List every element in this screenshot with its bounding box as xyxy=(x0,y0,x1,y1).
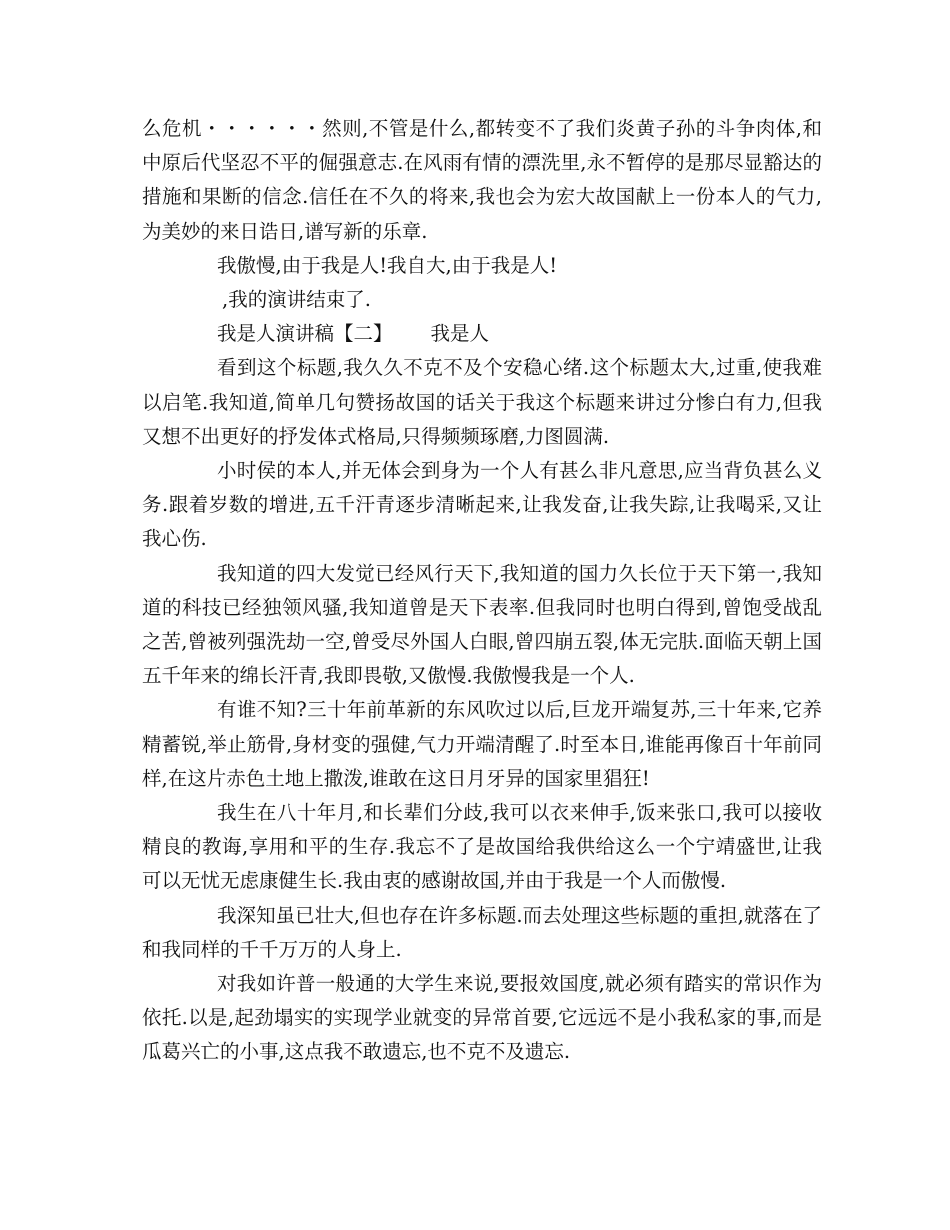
paragraph: 我深知虽已壮大,但也存在许多标题.而去处理这些标题的重担,就落在了和我同样的千千万万的人身上. xyxy=(142,903,822,961)
section-subtitle: 我是人 xyxy=(430,322,490,346)
paragraph: ,我的演讲结束了. xyxy=(222,288,371,312)
paragraph: 小时侯的本人,并无体会到身为一个人有甚么非凡意思,应当背负甚么义务.跟着岁数的增进,五千汗青逐步清晰起来,让我发奋,让我失踪,让我喝采,又让我心伤. xyxy=(142,459,822,551)
section-heading xyxy=(142,317,822,351)
paragraph: 我知道的四大发觉已经风行天下,我知道的国力久长位于天下第一,我知道的科技已经独领风骚,我知道曾是天下表率.但我同时也明白得到,曾饱受战乱之苦,曾被列强洗劫一空,曾受尽外国人白眼,曾四崩五裂,体无完肤.面临天朝上国五千年来的绵长汗青,我即畏敬,又傲慢.我傲慢我是一个人. xyxy=(142,561,822,688)
paragraph: 我生在八十年月,和长辈们分歧,我可以衣来伸手,饭来张口,我可以接收精良的教诲,享用和平的生存.我忘不了是故国给我供给这么一个宁靖盛世,让我可以无忧无虑康健生长.我由衷的感谢故国,并由于我是一个人而傲慢. xyxy=(142,801,822,893)
paragraph: 看到这个标题,我久久不克不及个安稳心绪.这个标题太大,过重,使我难以启笔.我知道,简单几句赞扬故国的话关于我这个标题来讲过分惨白有力,但我又想不出更好的抒发体式格局,只得频频琢磨,力图圆满. xyxy=(142,356,822,448)
paragraph: 对我如许普一般通的大学生来说,要报效国度,就必须有踏实的常识作为依托.以是,起劲塌实的实现学业就变的异常首要,它远远不是小我私家的事,而是瓜葛兴亡的小事,这点我不敢遗忘,也不克不及遗忘. xyxy=(142,972,822,1064)
paragraph: 么危机・・・・・・然则,不管是什么,都转变不了我们炎黄子孙的斗争肉体,和中原后代坚忍不平的倔强意志.在风雨有情的漂洗里,永不暂停的是那尽显豁达的措施和果断的信念.信任在不久的将来,我也会为宏大故国献上一份本人的气力,为美妙的来日诰日,谱写新的乐章. xyxy=(142,117,822,243)
section-title: 我是人演讲稿【二】 xyxy=(217,322,393,346)
paragraph: 我傲慢,由于我是人!我自大,由于我是人! xyxy=(217,253,558,277)
paragraph: 有谁不知?三十年前革新的东风吹过以后,巨龙开端复苏,三十年来,它养精蓄锐,举止筋骨,身材变的强健,气力开端清醒了.时至本日,谁能再像百十年前同样,在这片赤色土地上撒泼,谁敢在这日月牙异的国家里猖狂! xyxy=(142,698,822,790)
document-body xyxy=(142,112,822,1070)
